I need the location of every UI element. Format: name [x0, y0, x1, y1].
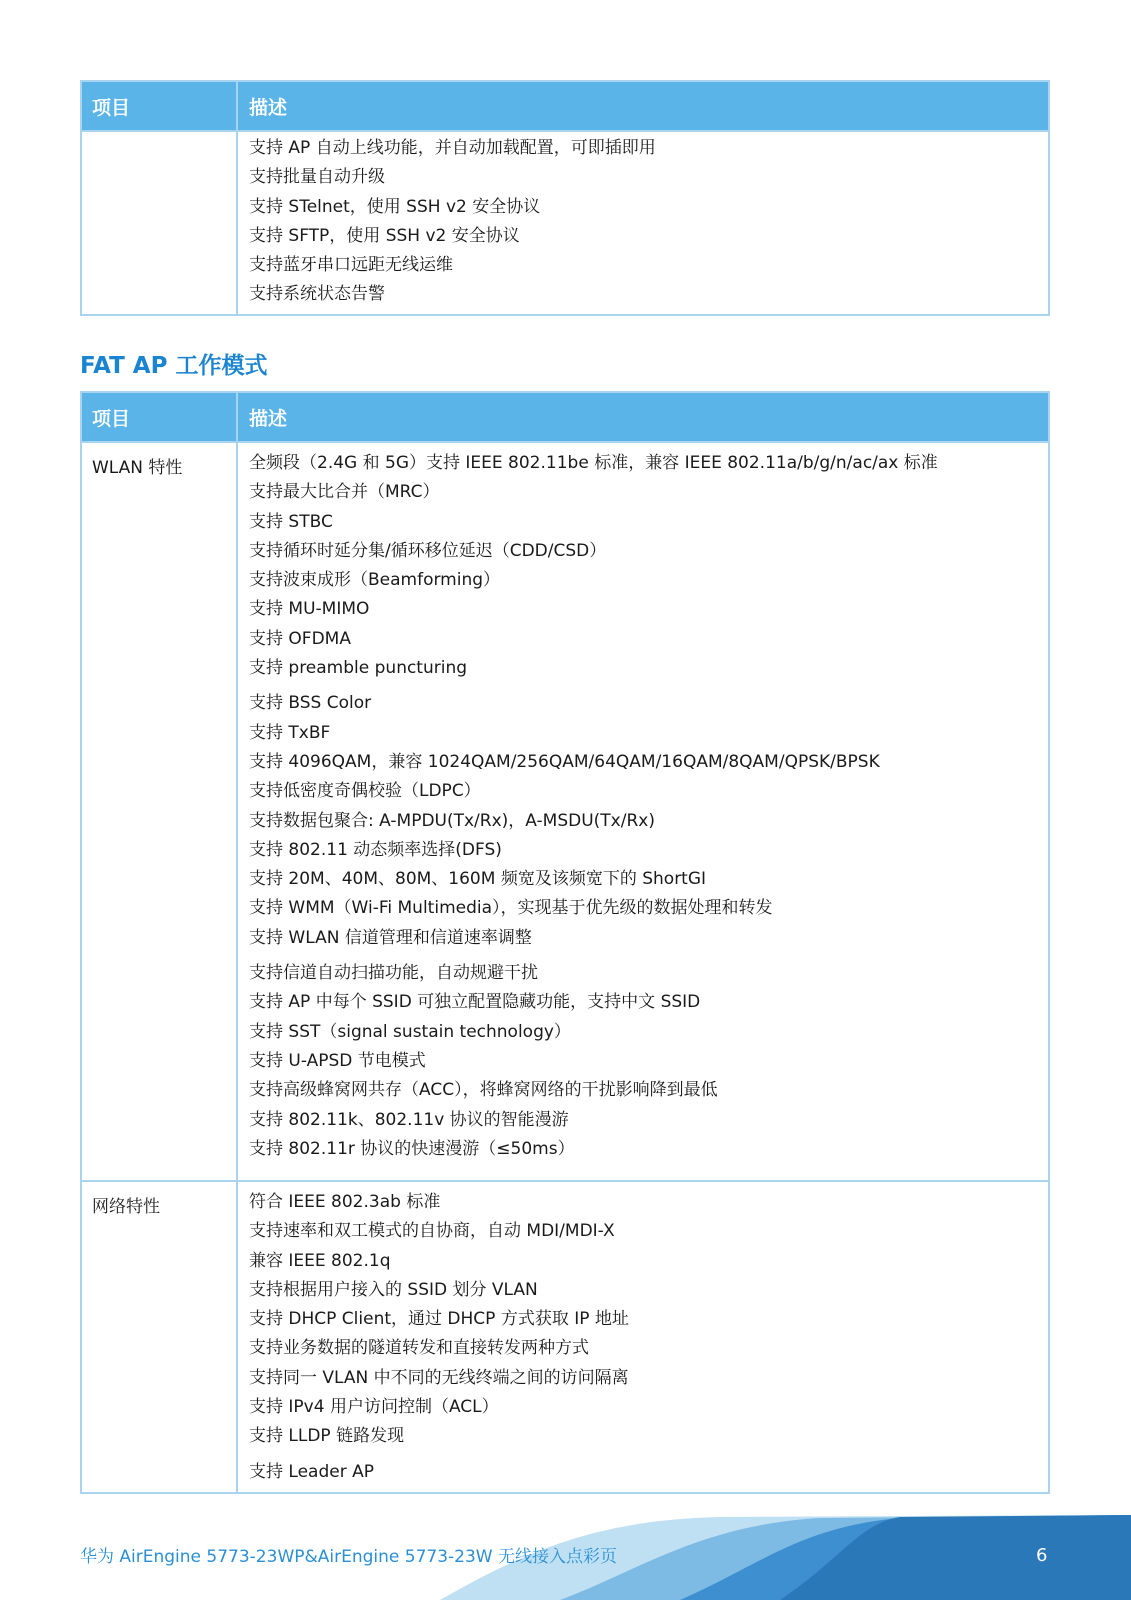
header-item: 项目 — [82, 393, 238, 441]
list-item: 支持最大比合并（MRC） — [249, 482, 440, 503]
list-item: 支持 WMM（Wi-Fi Multimedia），实现基于优先级的数据处理和转发 — [249, 898, 773, 919]
row-item — [82, 132, 238, 314]
list-item: 支持 preamble puncturing — [249, 658, 468, 679]
row-description — [238, 443, 1048, 1180]
list-item: 支持 802.11k、802.11v 协议的智能漫游 — [249, 1109, 569, 1130]
footer-document-title: 华为 AirEngine 5773-23WP&AirEngine 5773-23W 无线接入点彩页 — [80, 1547, 618, 1567]
list-item: 支持高级蜂窝网共存（ACC），将蜂窝网络的干扰影响降到最低 — [249, 1080, 718, 1101]
row-item: WLAN 特性 — [82, 443, 238, 1180]
list-item: 支持 IPv4 用户访问控制（ACL） — [249, 1397, 499, 1418]
table-row — [82, 130, 1048, 314]
list-item: 支持 SFTP，使用 SSH v2 安全协议 — [249, 225, 520, 246]
list-item: 全频段（2.4G 和 5G）支持 IEEE 802.11be 标准，兼容 IEEE 802.11a/b/g/n/ac/ax 标准 — [249, 453, 938, 473]
row-description — [238, 1182, 1048, 1492]
spec-table-fat-ap — [80, 391, 1050, 1494]
header-description: 描述 — [249, 96, 288, 119]
list-item: 支持 4096QAM，兼容 1024QAM/256QAM/64QAM/16QAM/8QAM/QPSK/BPSK — [249, 751, 880, 772]
list-item: 支持 U-APSD 节电模式 — [249, 1050, 426, 1071]
list-item: 支持根据用户接入的 SSID 划分 VLAN — [249, 1279, 538, 1300]
list-item: 支持信道自动扫描功能，自动规避干扰 — [249, 963, 538, 984]
table-row — [82, 1180, 1048, 1492]
list-item: 支持系统状态告警 — [249, 284, 385, 305]
list-item: 支持 LLDP 链路发现 — [249, 1426, 405, 1447]
list-item: 支持循环时延分集/循环移位延迟（CDD/CSD） — [249, 540, 607, 561]
list-item: 支持同一 VLAN 中不同的无线终端之间的访问隔离 — [249, 1367, 629, 1388]
list-item: 支持数据包聚合: A-MPDU(Tx/Rx)，A-MSDU(Tx/Rx) — [249, 810, 655, 831]
list-item: 兼容 IEEE 802.1q — [249, 1250, 391, 1271]
list-item: 支持 SST（signal sustain technology） — [249, 1021, 571, 1042]
list-item: 支持 802.11 动态频率选择(DFS) — [249, 839, 502, 860]
spec-table-management — [80, 80, 1050, 316]
list-item: 支持低密度奇偶校验（LDPC） — [249, 781, 481, 802]
row-description — [238, 132, 1048, 314]
list-item: 支持 MU-MIMO — [249, 599, 370, 620]
list-item: 支持蓝牙串口远距无线运维 — [249, 255, 453, 276]
list-item: 支持 AP 自动上线功能，并自动加载配置，可即插即用 — [249, 138, 656, 158]
list-item: 支持速率和双工模式的自协商，自动 MDI/MDI-X — [249, 1221, 615, 1242]
table-row — [82, 441, 1048, 1180]
list-item: 支持 WLAN 信道管理和信道速率调整 — [249, 927, 532, 948]
list-item: 符合 IEEE 802.3ab 标准 — [249, 1192, 441, 1212]
list-item: 支持批量自动升级 — [249, 167, 385, 188]
list-item: 支持 OFDMA — [249, 628, 351, 649]
section-title: FAT AP 工作模式 — [80, 353, 268, 379]
row-item: 网络特性 — [82, 1182, 238, 1492]
list-item: 支持 20M、40M、80M、160M 频宽及该频宽下的 ShortGI — [249, 869, 707, 890]
list-item: 支持 DHCP Client，通过 DHCP 方式获取 IP 地址 — [249, 1309, 629, 1330]
list-item: 支持 TxBF — [249, 722, 331, 743]
list-item: 支持 BSS Color — [249, 693, 372, 714]
header-item: 项目 — [82, 82, 238, 130]
table-header — [82, 82, 1048, 130]
header-description: 描述 — [249, 407, 288, 430]
list-item: 支持业务数据的隧道转发和直接转发两种方式 — [249, 1338, 589, 1359]
list-item: 支持波束成形（Beamforming） — [249, 570, 501, 591]
list-item: 支持 AP 中每个 SSID 可独立配置隐藏功能，支持中文 SSID — [249, 992, 701, 1013]
table-header — [82, 393, 1048, 441]
list-item: 支持 STelnet，使用 SSH v2 安全协议 — [249, 196, 541, 217]
list-item: 支持 802.11r 协议的快速漫游（≤50ms） — [249, 1138, 575, 1159]
list-item: 支持 STBC — [249, 511, 333, 532]
list-item: 支持 Leader AP — [249, 1461, 374, 1482]
page-number: 6 — [1036, 1545, 1048, 1566]
